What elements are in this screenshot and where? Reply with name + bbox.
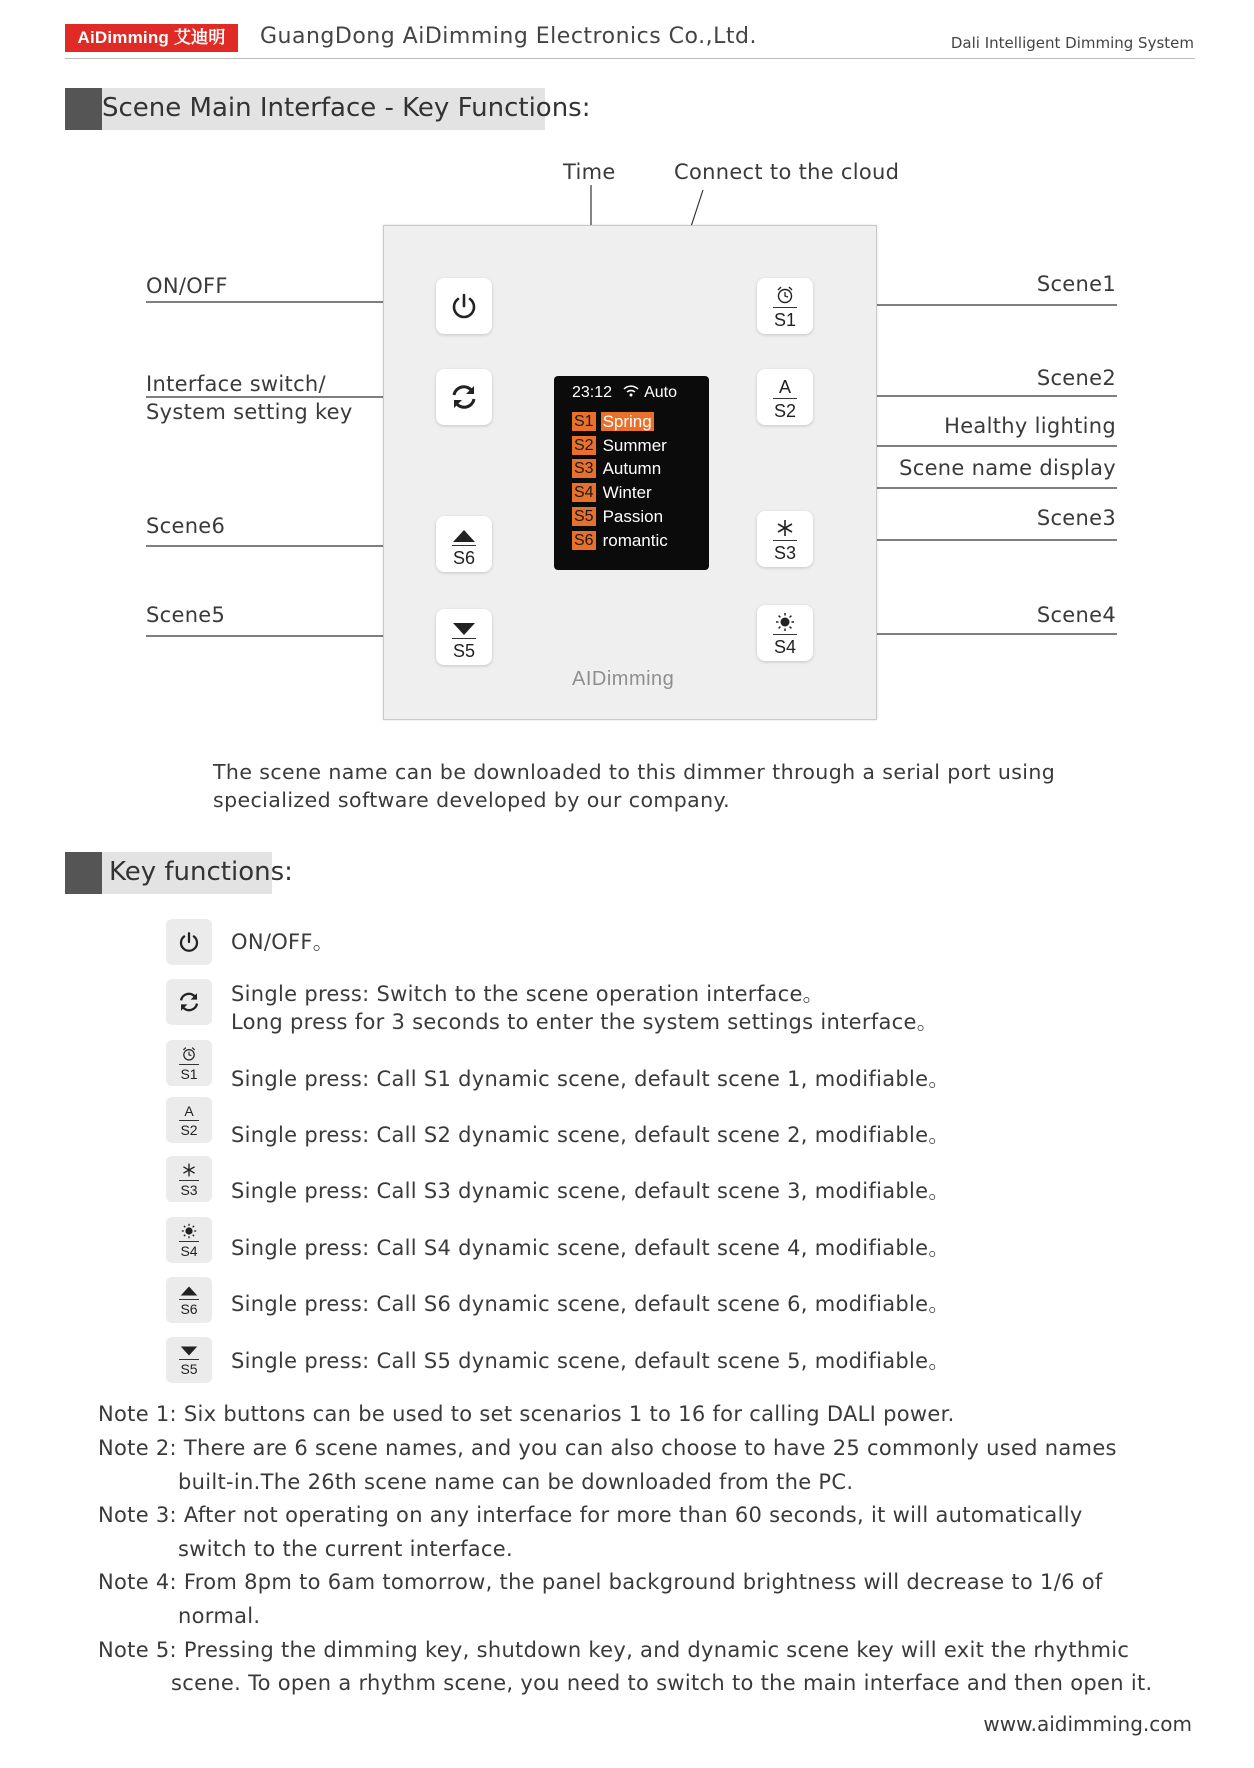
key-divider bbox=[179, 1241, 199, 1242]
callout-healthy: Healthy lighting bbox=[944, 414, 1116, 438]
snowflake-icon bbox=[181, 1162, 197, 1178]
letter-a-icon: A bbox=[184, 1102, 194, 1119]
key-label: S1 bbox=[180, 1065, 198, 1082]
scene-code: S6 bbox=[574, 531, 594, 549]
scene-name: romantic bbox=[602, 530, 668, 550]
key-label: S4 bbox=[773, 637, 797, 657]
function-text: Single press: Call S3 dynamic scene, default scene 3, modifiable。 bbox=[231, 1179, 950, 1203]
note-4-continued: normal. bbox=[178, 1604, 261, 1628]
triangle-down-icon bbox=[452, 622, 476, 636]
power-icon bbox=[449, 291, 479, 321]
triangle-up-icon bbox=[452, 529, 476, 543]
scene-row bbox=[572, 435, 669, 455]
power-icon bbox=[177, 930, 201, 954]
footer-url: www.aidimming.com bbox=[983, 1712, 1192, 1736]
key-label: S2 bbox=[180, 1121, 198, 1138]
function-text: Single press: Call S6 dynamic scene, default scene 6, modifiable。 bbox=[231, 1292, 950, 1316]
callout-time: Time bbox=[563, 160, 616, 184]
key-divider bbox=[452, 545, 476, 546]
key-label: S4 bbox=[180, 1242, 198, 1259]
scene-code: S5 bbox=[574, 507, 594, 525]
interface-switch-button[interactable] bbox=[436, 369, 492, 425]
key-divider bbox=[452, 638, 476, 639]
function-text: Single press: Switch to the scene operation interface。 bbox=[231, 982, 824, 1006]
snowflake-icon bbox=[775, 518, 795, 538]
scene-code: S1 bbox=[574, 412, 594, 430]
section-marker bbox=[65, 852, 102, 894]
sun-icon bbox=[775, 612, 795, 632]
key-divider bbox=[179, 1180, 199, 1181]
screen-time: 23:12 bbox=[572, 384, 613, 401]
note-4: Note 4: From 8pm to 6am tomorrow, the panel background brightness will decrease to 1/6 of bbox=[98, 1570, 1103, 1594]
scene-name: Spring bbox=[602, 411, 652, 431]
scene5-button[interactable] bbox=[436, 609, 492, 665]
function-text: Single press: Call S1 dynamic scene, default scene 1, modifiable。 bbox=[231, 1067, 950, 1091]
key-divider bbox=[179, 1064, 199, 1065]
section-title: Scene Main Interface - Key Functions: bbox=[102, 93, 591, 123]
function-text-secondary: Long press for 3 seconds to enter the system settings interface。 bbox=[231, 1010, 939, 1034]
function-text: Single press: Call S5 dynamic scene, default scene 5, modifiable。 bbox=[231, 1349, 950, 1373]
key-divider bbox=[179, 1299, 199, 1300]
dimmer-panel bbox=[383, 225, 877, 720]
section-header-key-functions bbox=[65, 852, 293, 894]
wifi-icon bbox=[623, 385, 639, 397]
refresh-icon bbox=[449, 382, 479, 412]
scene-code: S4 bbox=[574, 483, 594, 501]
key-divider bbox=[773, 307, 797, 308]
key-label: S6 bbox=[180, 1300, 198, 1317]
function-icon-power bbox=[166, 919, 212, 965]
function-text: Single press: Call S4 dynamic scene, default scene 4, modifiable。 bbox=[231, 1236, 950, 1260]
callout-scene4: Scene4 bbox=[1036, 603, 1116, 627]
description-line-2: specialized software developed by our company. bbox=[213, 788, 731, 812]
letter-a-icon: A bbox=[778, 377, 791, 397]
key-divider bbox=[179, 1359, 199, 1360]
function-icon-s2 bbox=[166, 1097, 212, 1143]
triangle-down-icon bbox=[180, 1345, 198, 1357]
power-button[interactable] bbox=[436, 278, 492, 334]
function-text: ON/OFF。 bbox=[231, 930, 335, 954]
callout-cloud: Connect to the cloud bbox=[674, 160, 900, 184]
callout-switch-2: System setting key bbox=[146, 400, 353, 424]
scene-row bbox=[572, 411, 654, 431]
scene-row bbox=[572, 506, 665, 526]
system-title: Dali Intelligent Dimming System bbox=[950, 34, 1194, 52]
key-label: S2 bbox=[773, 401, 797, 421]
company-name: GuangDong AiDimming Electronics Co.,Ltd. bbox=[260, 24, 757, 49]
key-label: S6 bbox=[452, 548, 476, 568]
function-icon-switch bbox=[166, 979, 212, 1025]
screen-mode: Auto bbox=[644, 384, 677, 401]
scene2-button[interactable] bbox=[757, 369, 813, 425]
key-label: S3 bbox=[180, 1181, 198, 1198]
scene6-button[interactable] bbox=[436, 516, 492, 572]
function-icon-s1 bbox=[166, 1040, 212, 1086]
note-5-continued: scene. To open a rhythm scene, you need to switch to the main interface and then open it. bbox=[171, 1671, 1153, 1695]
key-label: S1 bbox=[773, 310, 797, 330]
callout-switch-1: Interface switch/ bbox=[146, 372, 326, 396]
scene-name: Summer bbox=[602, 435, 667, 455]
company-logo: AiDimming 艾迪明 bbox=[65, 24, 238, 52]
scene-code: S3 bbox=[574, 459, 594, 477]
scene-row bbox=[572, 530, 670, 550]
callout-scene1: Scene1 bbox=[1036, 272, 1116, 296]
function-icon-s5 bbox=[166, 1337, 212, 1383]
scene1-button[interactable] bbox=[757, 278, 813, 334]
screen-status-bar bbox=[572, 384, 677, 402]
key-divider bbox=[773, 398, 797, 399]
alarm-clock-icon bbox=[775, 285, 795, 305]
function-icon-s3 bbox=[166, 1156, 212, 1202]
scene-name: Passion bbox=[602, 506, 664, 526]
key-divider bbox=[773, 540, 797, 541]
refresh-icon bbox=[177, 990, 201, 1014]
triangle-up-icon bbox=[180, 1285, 198, 1297]
display-screen bbox=[554, 376, 709, 570]
scene4-button[interactable] bbox=[757, 605, 813, 661]
callout-scene3: Scene3 bbox=[1036, 506, 1116, 530]
description-line-1: The scene name can be downloaded to this dimmer through a serial port using bbox=[213, 760, 1056, 784]
callout-scene-name: Scene name display bbox=[899, 456, 1116, 480]
note-2: Note 2: There are 6 scene names, and you can also choose to have 25 commonly used names bbox=[98, 1436, 1117, 1460]
note-1: Note 1: Six buttons can be used to set scenarios 1 to 16 for calling DALI power. bbox=[98, 1402, 955, 1426]
function-icon-s4 bbox=[166, 1217, 212, 1263]
alarm-clock-icon bbox=[181, 1046, 197, 1062]
scene-row bbox=[572, 458, 663, 478]
note-3: Note 3: After not operating on any interface for more than 60 seconds, it will automatically bbox=[98, 1503, 1083, 1527]
callout-scene5: Scene5 bbox=[146, 603, 226, 627]
scene-code: S2 bbox=[574, 436, 594, 454]
function-text: Single press: Call S2 dynamic scene, default scene 2, modifiable。 bbox=[231, 1123, 950, 1147]
callout-onoff: ON/OFF bbox=[146, 274, 228, 298]
scene-name: Autumn bbox=[602, 458, 662, 478]
note-5: Note 5: Pressing the dimming key, shutdown key, and dynamic scene key will exit the rhythmic bbox=[98, 1638, 1130, 1662]
key-label: S5 bbox=[452, 641, 476, 661]
key-divider bbox=[179, 1120, 199, 1121]
callout-scene2: Scene2 bbox=[1036, 366, 1116, 390]
callout-scene6: Scene6 bbox=[146, 514, 226, 538]
panel-brand-logo: AIDimming bbox=[572, 668, 675, 690]
key-label: S3 bbox=[773, 543, 797, 563]
sun-icon bbox=[181, 1223, 197, 1239]
section-title: Key functions: bbox=[109, 857, 293, 887]
note-3-continued: switch to the current interface. bbox=[178, 1537, 513, 1561]
note-2-continued: built-in.The 26th scene name can be downloaded from the PC. bbox=[178, 1470, 854, 1494]
key-label: S5 bbox=[180, 1360, 198, 1377]
key-divider bbox=[773, 634, 797, 635]
scene-row bbox=[572, 482, 654, 502]
scene-name: Winter bbox=[602, 482, 652, 502]
scene3-button[interactable] bbox=[757, 511, 813, 567]
function-icon-s6 bbox=[166, 1277, 212, 1323]
